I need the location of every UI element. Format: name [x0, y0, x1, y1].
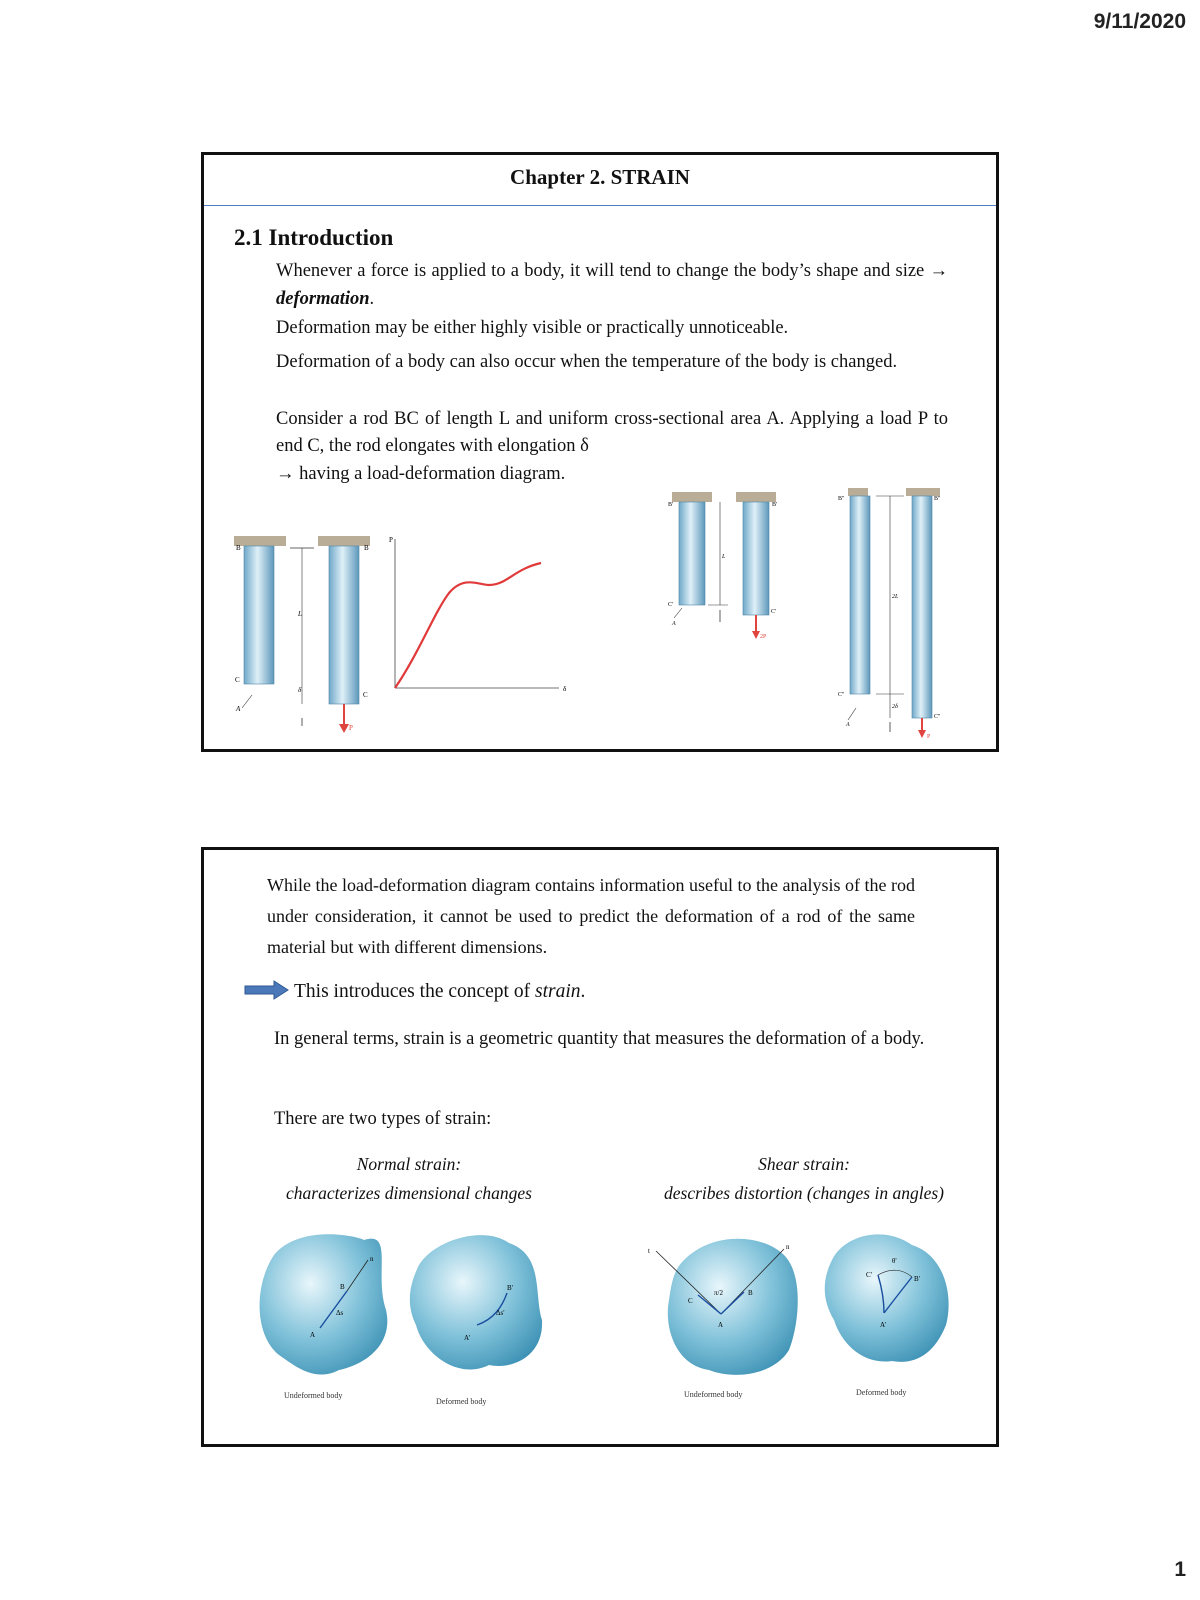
label-C: C [235, 676, 240, 684]
shear-strain-title: Shear strain: [758, 1154, 850, 1174]
shear-strain-caption [634, 1150, 974, 1208]
label-2P: 2P [760, 634, 767, 640]
label-B-prime: B' [772, 502, 778, 508]
label-t: t [648, 1247, 650, 1255]
label-B-prime: B' [668, 502, 674, 508]
rod-elongation-figure [230, 530, 390, 745]
rod-loaded [743, 502, 769, 615]
label-undeformed-body: Undeformed body [684, 1390, 743, 1399]
deformed-body-shear [825, 1234, 949, 1361]
slide-strain-introduction [201, 152, 999, 752]
paragraph-rod: Consider a rod BC of length L and uniform cross-sectional area A. Applying a load P to end C, the rod elongates with elongation δ [276, 409, 948, 456]
label-deformed-body: Deformed body [436, 1397, 487, 1406]
label-L: L [298, 610, 302, 618]
paragraph-temperature: Deformation of a body can also occur when the temperature of the body is changed. [276, 352, 898, 372]
label-pi-over-2: π/2 [714, 1289, 723, 1297]
label-n: n [786, 1243, 790, 1251]
paragraph-limitation: While the load-deformation diagram contains information useful to the analysis of the rod under consideration, it cannot be used to predict the deformation of a rod of the same material but with different dimensions. [267, 875, 915, 957]
label-delta-s-prime: Δs' [496, 1309, 505, 1317]
label-deformed-body: Deformed body [856, 1388, 907, 1397]
paragraph-strain-definition: In general terms, strain is a geometric quantity that measures the deformation of a body. [274, 1029, 925, 1049]
support-plate [848, 488, 868, 496]
rod-loaded [912, 496, 932, 718]
label-A: A [718, 1321, 724, 1329]
text-run: . [369, 289, 375, 309]
label-C-prime: C' [866, 1271, 872, 1279]
rod-unloaded [679, 502, 705, 605]
label-C: C [363, 691, 368, 699]
rod-loaded [329, 546, 359, 704]
label-A: A [846, 722, 850, 728]
paragraph-visibility: Deformation may be either highly visible or practically unnoticeable. [276, 318, 789, 338]
section-heading: 2.1 Introduction [234, 225, 394, 250]
rod-unloaded [850, 496, 870, 694]
rod-unloaded [244, 546, 274, 684]
label-A-prime: A' [880, 1321, 887, 1329]
label-B: B [364, 544, 369, 552]
axis-label-P: P [389, 536, 393, 544]
normal-strain-title: Normal strain: [356, 1154, 462, 1174]
label-A-prime: A' [464, 1334, 471, 1342]
rod-double-area-figure [668, 488, 798, 648]
page-number: 1 [1174, 1558, 1186, 1581]
label-n: n [370, 1255, 374, 1263]
load-deformation-curve [395, 563, 541, 688]
label-C-prime: C' [668, 602, 674, 608]
normal-strain-caption [244, 1150, 574, 1208]
term-deformation: deformation [276, 289, 370, 309]
label-theta-prime: θ' [892, 1257, 897, 1265]
support-plate [672, 492, 712, 502]
title-divider [204, 205, 996, 206]
support-plate [906, 488, 940, 496]
undeformed-body-shear [668, 1239, 798, 1375]
slide-strain-concept [201, 847, 999, 1447]
text-run: . [580, 981, 586, 1002]
paragraph-deformation [276, 257, 948, 313]
strain-bodies-figure [244, 1215, 984, 1415]
term-strain: strain [534, 981, 581, 1002]
label-C: C [688, 1297, 693, 1305]
support-plate [318, 536, 370, 546]
undeformed-body-normal [260, 1234, 388, 1374]
page-date: 9/11/2020 [1093, 10, 1186, 33]
rod-double-length-figure [834, 480, 974, 740]
paragraph-diagram: → having a load-deformation diagram. [276, 464, 566, 484]
label-B-double-prime: B'' [934, 496, 941, 502]
label-A: A [310, 1331, 316, 1339]
label-2delta: 2δ [892, 704, 898, 710]
label-P: P [927, 734, 931, 740]
label-B: B [748, 1289, 753, 1297]
text-run: Whenever a force is applied to a body, it will tend to change the body’s shape and size → [276, 261, 948, 281]
label-P: P [349, 724, 353, 732]
support-plate [736, 492, 776, 502]
label-undeformed-body: Undeformed body [284, 1391, 343, 1400]
label-B-prime: B' [914, 1275, 920, 1283]
shear-strain-description: describes distortion (changes in angles) [664, 1183, 944, 1203]
label-C-double-prime: C'' [838, 692, 845, 698]
right-arrow-icon [244, 980, 290, 1005]
label-B: B [340, 1283, 345, 1291]
label-delta-s: Δs [336, 1309, 344, 1317]
label-B-prime: B' [507, 1284, 513, 1292]
normal-strain-description: characterizes dimensional changes [286, 1183, 532, 1203]
label-A: A [672, 621, 676, 627]
label-delta: δ [298, 686, 302, 694]
axis-label-delta: δ [563, 685, 567, 693]
label-L: L [722, 554, 726, 560]
paragraph-strain-concept [294, 978, 794, 1006]
paragraph-two-types: There are two types of strain: [274, 1109, 492, 1129]
label-C-prime: C' [771, 609, 777, 615]
label-C-double-prime: C'' [934, 714, 941, 720]
deformed-body-normal [410, 1235, 542, 1369]
load-deformation-graph [389, 533, 579, 698]
label-B: B [236, 544, 241, 552]
support-plate [234, 536, 286, 546]
slide-title: Chapter 2. STRAIN [510, 165, 690, 189]
label-A: A [236, 705, 241, 713]
text-run: This introduces the concept of [294, 981, 535, 1002]
label-2L: 2L [892, 594, 899, 600]
label-B-double-prime: B'' [838, 496, 845, 502]
